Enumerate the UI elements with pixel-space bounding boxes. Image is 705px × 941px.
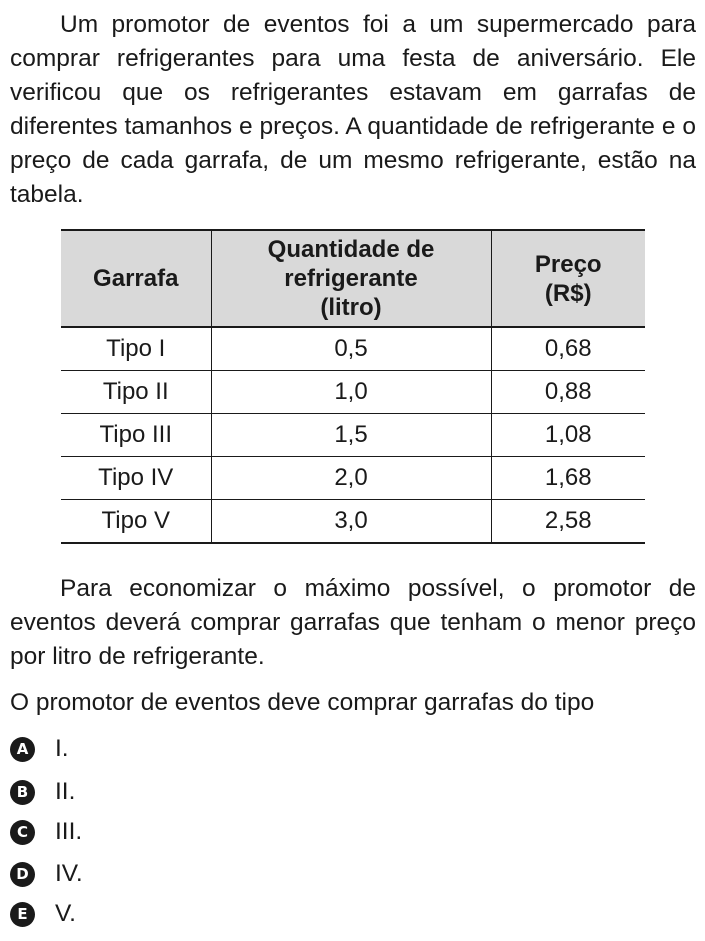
option-b[interactable] <box>10 777 75 807</box>
cell-quantidade: 3,0 <box>211 500 491 544</box>
cell-preco: 2,58 <box>491 500 645 544</box>
cell-garrafa: Tipo V <box>61 500 211 544</box>
cell-preco: 0,68 <box>491 327 645 371</box>
header-preco: Preço (R$) <box>491 230 645 327</box>
option-letter-badge: C <box>10 820 35 845</box>
cell-garrafa: Tipo I <box>61 327 211 371</box>
option-letter-badge: E <box>10 902 35 927</box>
option-e[interactable] <box>10 899 76 929</box>
cell-preco: 1,08 <box>491 414 645 457</box>
cell-preco: 0,88 <box>491 371 645 414</box>
table-row <box>61 327 645 371</box>
option-letter-badge: B <box>10 780 35 805</box>
cell-garrafa: Tipo III <box>61 414 211 457</box>
cell-garrafa: Tipo IV <box>61 457 211 500</box>
option-text: III. <box>55 818 83 845</box>
option-letter-badge: A <box>10 737 35 762</box>
instruction-paragraph: Para economizar o máximo possível, o promotor de eventos deverá comprar garrafas que tenham o menor preço por litro de refrigerante. <box>10 575 696 670</box>
option-text: IV. <box>55 860 83 887</box>
bottle-price-table <box>61 229 645 544</box>
table-row <box>61 371 645 414</box>
table-row <box>61 500 645 544</box>
table-row <box>61 414 645 457</box>
option-text: I. <box>55 735 69 762</box>
cell-quantidade: 2,0 <box>211 457 491 500</box>
intro-paragraph: Um promotor de eventos foi a um supermercado para comprar refrigerantes para uma festa de aniversário. Ele verificou que os refrigerantes estavam em garrafas de diferentes tamanhos e preços. A quantidade de refrigerante e o preço de cada garrafa, de um mesmo refrigerante, estão na tabela. <box>10 11 696 208</box>
header-garrafa: Garrafa <box>61 230 211 327</box>
table-row <box>61 457 645 500</box>
option-a[interactable] <box>10 734 69 764</box>
question-stem: O promotor de eventos deve comprar garrafas do tipo <box>10 689 595 716</box>
header-quantidade: Quantidade de refrigerante (litro) <box>211 230 491 327</box>
cell-preco: 1,68 <box>491 457 645 500</box>
table-header-row <box>61 230 645 327</box>
option-d[interactable] <box>10 859 83 889</box>
cell-quantidade: 0,5 <box>211 327 491 371</box>
option-c[interactable] <box>10 817 82 847</box>
option-letter-badge: D <box>10 862 35 887</box>
cell-quantidade: 1,0 <box>211 371 491 414</box>
option-text: V. <box>55 900 76 927</box>
cell-garrafa: Tipo II <box>61 371 211 414</box>
option-text: II. <box>55 778 76 805</box>
cell-quantidade: 1,5 <box>211 414 491 457</box>
